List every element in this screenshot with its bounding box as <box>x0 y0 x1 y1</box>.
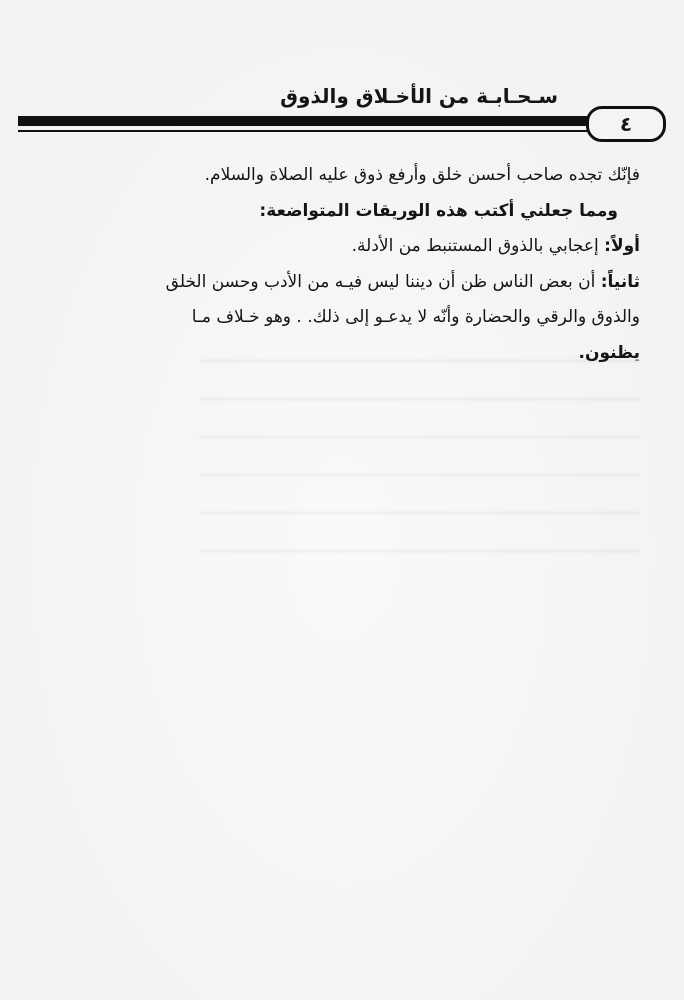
item-label-second: ثانياً: <box>600 271 640 292</box>
item-text-second-line1: أن بعض الناس ظن أن ديننا ليس فيـه من الأدب وحسن الخلق <box>165 271 601 292</box>
list-item-second-line2: والذوق والرقي والحضارة وأنّه لا يدعـو إلى ذلك. . وهو خـلاف مـا <box>191 307 640 327</box>
list-item-second <box>40 265 640 301</box>
reverse-page-bleed <box>200 360 640 560</box>
list-item-first <box>40 229 640 265</box>
running-title: سـحـابـة من الأخـلاق والذوق <box>280 84 558 108</box>
header-thick-rule <box>18 116 618 126</box>
item-text-first: إعجابي بالذوق المستنبط من الأدلة. <box>351 236 605 256</box>
header-thin-rule <box>18 130 618 132</box>
paragraph-line: فإنّك تجده صاحب أحسن خلق وأرفع ذوق عليه الصلاة والسلام. <box>204 165 640 185</box>
item-label-first: أولاً: <box>604 236 640 256</box>
page-header <box>18 84 666 144</box>
list-item-second-line3: يظنون. <box>578 342 640 363</box>
paragraph-intro: ومما جعلني أكتب هذه الوريقات المتواضعة: <box>259 200 618 221</box>
page-number: ٤ <box>586 106 666 142</box>
body-text <box>40 158 640 371</box>
